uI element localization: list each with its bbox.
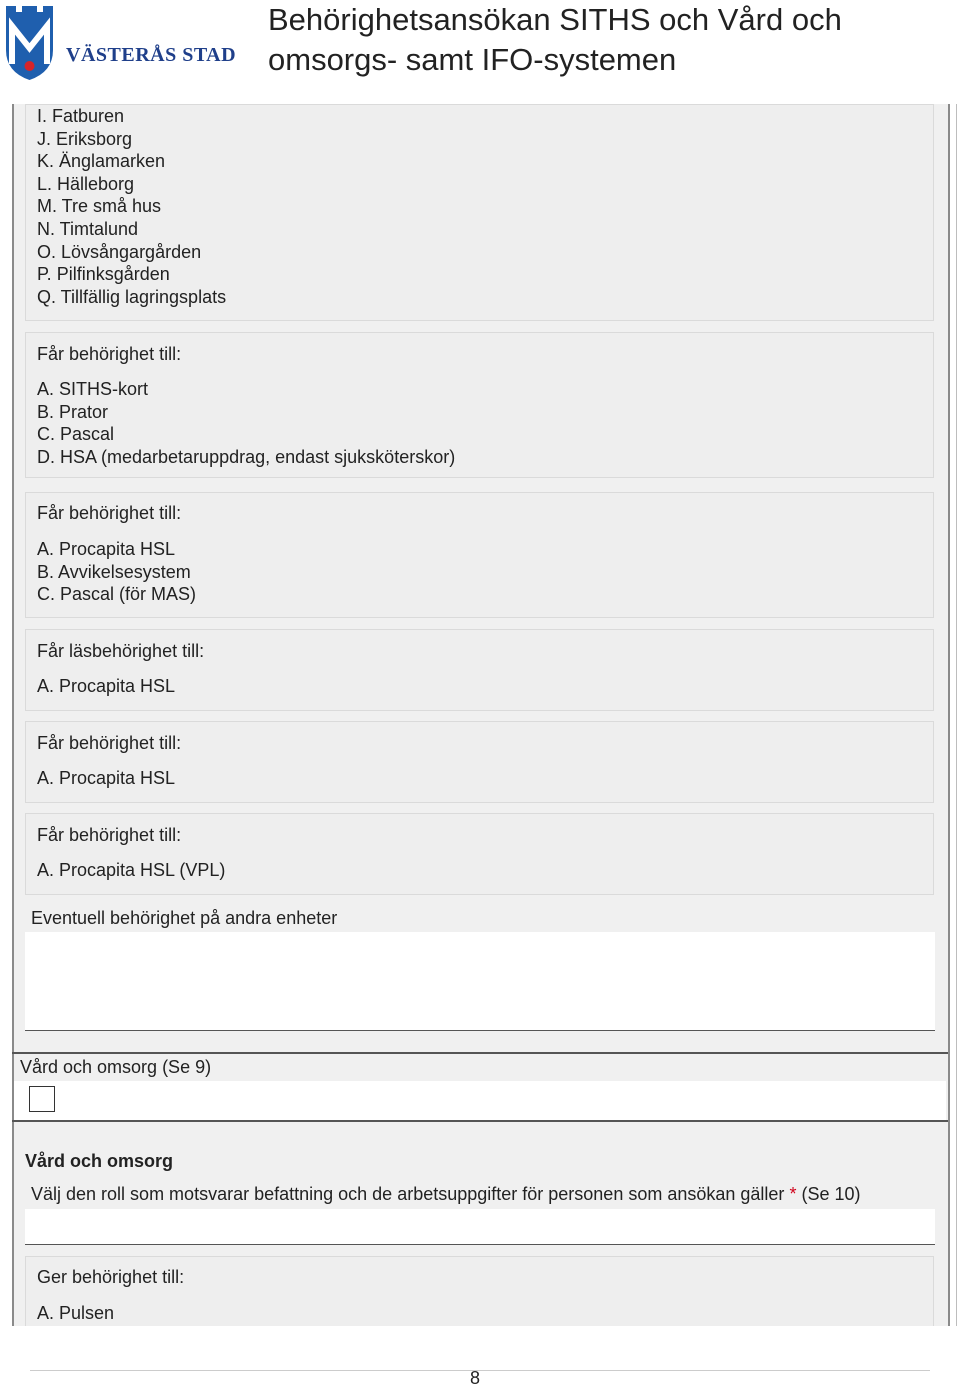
role-question bbox=[31, 1184, 861, 1205]
list-item: A. Procapita HSL (VPL) bbox=[37, 860, 226, 880]
list-item: C. Pascal (för MAS) bbox=[37, 584, 197, 605]
role-question-text: Välj den roll som motsvarar befattning och de arbetsuppgifter för personen som ansökan gäller bbox=[31, 1184, 785, 1204]
role-question-suffix: (Se 10) bbox=[801, 1184, 861, 1204]
document-title-line-1: Behörighetsansökan SITHS och Vård och bbox=[268, 2, 842, 37]
access-group-heading: Får läsbehörighet till: bbox=[37, 641, 205, 661]
page-header bbox=[0, 0, 960, 104]
page-right-rule bbox=[956, 104, 957, 1326]
org-name: VÄSTERÅS STAD bbox=[66, 44, 237, 66]
list-item: A. Procapita HSL bbox=[37, 768, 176, 788]
list-item: P. Pilfinksgården bbox=[37, 264, 170, 285]
other-units-label: Eventuell behörighet på andra enheter bbox=[31, 908, 338, 928]
units-list bbox=[37, 105, 226, 308]
section-divider bbox=[12, 1052, 948, 1054]
section-divider bbox=[12, 1120, 948, 1122]
document-title bbox=[268, 0, 958, 80]
list-item: A. Procapita HSL bbox=[37, 676, 176, 696]
list-item: C. Pascal bbox=[37, 424, 115, 445]
access-group-heading: Får behörighet till: bbox=[37, 503, 182, 523]
list-item: I. Fatburen bbox=[37, 106, 125, 126]
list-item: M. Tre små hus bbox=[37, 196, 162, 217]
list-item: A. Pulsen bbox=[37, 1303, 115, 1323]
access-group-heading: Får behörighet till: bbox=[37, 825, 182, 845]
vasteras-city-crest-icon bbox=[2, 4, 57, 82]
list-item: N. Timtalund bbox=[37, 218, 139, 239]
list-item: A. Procapita HSL bbox=[37, 539, 176, 559]
page-number: 8 bbox=[470, 1368, 481, 1388]
list-item: A. SITHS-kort bbox=[37, 379, 149, 399]
list-item: L. Hälleborg bbox=[37, 173, 135, 194]
vard-och-omsorg-heading: Vård och omsorg bbox=[25, 1151, 174, 1171]
checkbox-row bbox=[14, 1081, 946, 1120]
access-group-heading: Ger behörighet till: bbox=[37, 1267, 185, 1287]
list-item: Q. Tillfällig lagringsplats bbox=[37, 286, 227, 307]
access-group-heading: Får behörighet till: bbox=[37, 733, 182, 753]
list-item: O. Lövsångargården bbox=[37, 241, 202, 262]
access-group-list bbox=[37, 538, 196, 606]
document-title-line-2: omsorgs- samt IFO-systemen bbox=[268, 42, 677, 77]
vard-och-omsorg-checkbox-label: Vård och omsorg (Se 9) bbox=[20, 1057, 212, 1077]
list-item: J. Eriksborg bbox=[37, 128, 133, 149]
access-group-list bbox=[37, 378, 455, 468]
access-group-heading: Får behörighet till: bbox=[37, 344, 182, 364]
list-item: D. HSA (medarbetaruppdrag, endast sjuksköterskor) bbox=[37, 446, 456, 467]
role-select-field[interactable] bbox=[25, 1209, 935, 1245]
other-units-textarea[interactable] bbox=[25, 932, 935, 1031]
list-item: K. Änglamarken bbox=[37, 151, 166, 172]
required-mark: * bbox=[789, 1184, 797, 1204]
vard-och-omsorg-checkbox[interactable] bbox=[29, 1086, 55, 1112]
list-item: B. Avvikelsesystem bbox=[37, 561, 191, 582]
list-item: B. Prator bbox=[37, 401, 109, 422]
